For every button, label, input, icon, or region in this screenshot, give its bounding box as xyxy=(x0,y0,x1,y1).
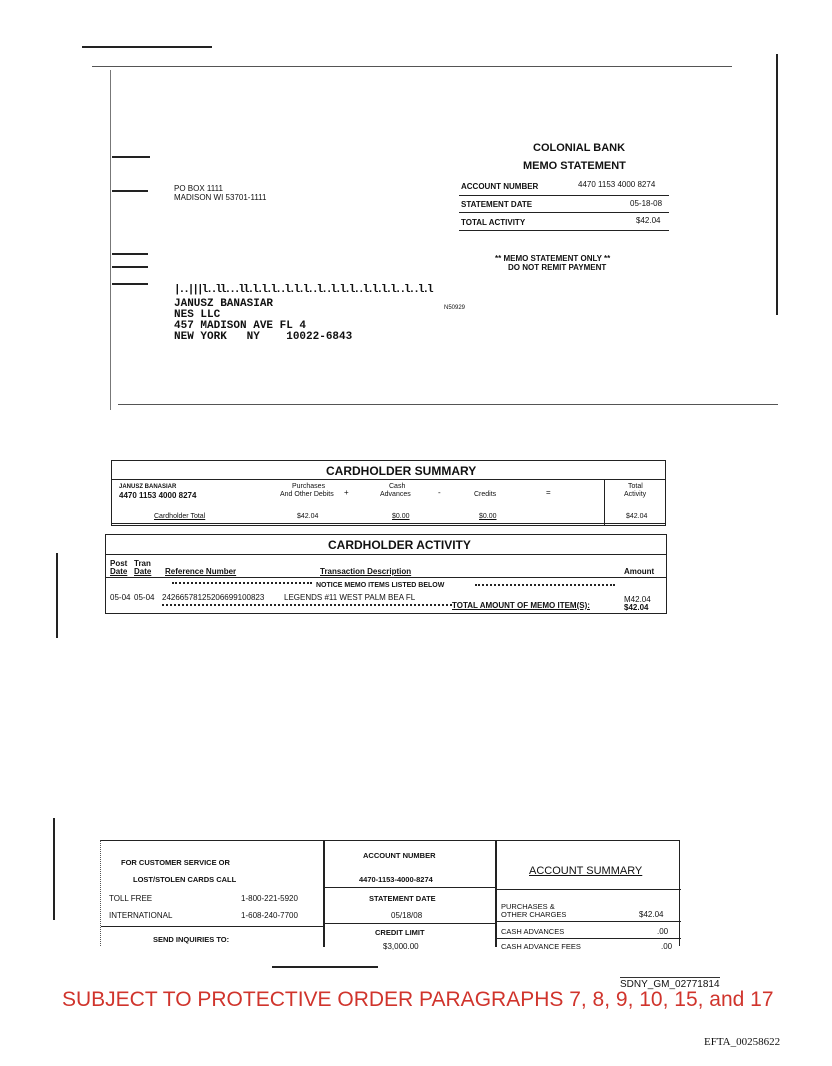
summary-title-rule xyxy=(111,479,666,480)
op-equals: = xyxy=(546,488,551,497)
header-post: Post xyxy=(110,559,128,568)
po-box: PO BOX 1111 xyxy=(174,184,223,193)
row-post-date: 05-04 xyxy=(110,593,131,602)
total-stars xyxy=(162,604,452,609)
summary-holder-account: 4470 1153 4000 8274 xyxy=(119,491,197,500)
header-rule-2 xyxy=(459,212,669,213)
efta-number: EFTA_00258622 xyxy=(704,1036,781,1048)
postal-barcode: |..|||l..ll...ll.l.l.l..l.l.l..l..l.l.l..l.l.l.l..l..l.l xyxy=(174,284,432,296)
stub-toll-free-number: 1-800-221-5920 xyxy=(241,894,298,903)
statement-date-label: STATEMENT DATE xyxy=(461,200,533,209)
statement-date-value: 05-18-08 xyxy=(630,199,663,208)
mail-code: N50929 xyxy=(444,305,466,311)
stub-right-rule-2 xyxy=(495,921,681,922)
op-minus: - xyxy=(438,488,441,497)
summary-purchases: $42.04 xyxy=(297,513,319,520)
left-scan-edge xyxy=(110,70,111,410)
statement-title: MEMO STATEMENT xyxy=(523,160,626,172)
summary-credits: $0.00 xyxy=(479,513,497,520)
stub-right-rule-3 xyxy=(495,938,681,939)
cardholder-total-label: Cardholder Total xyxy=(154,513,206,520)
stub-acct-label: ACCOUNT NUMBER xyxy=(363,851,436,860)
header-rule-3 xyxy=(459,230,669,231)
total-activity-value: $42.04 xyxy=(636,216,661,225)
left-margin-mark xyxy=(56,553,58,638)
activity-title: CARDHOLDER ACTIVITY xyxy=(328,538,471,552)
header-reference: Reference Number xyxy=(165,567,237,576)
notice-stars-left xyxy=(172,582,312,588)
col-credits: Credits xyxy=(474,491,497,498)
header-post-date: Date xyxy=(110,567,128,576)
header-amount: Amount xyxy=(624,567,655,576)
stub-send-inquiries: SEND INQUIRIES TO: xyxy=(153,935,230,944)
left-tick-2 xyxy=(112,190,148,192)
stub-bottom-rule xyxy=(272,966,378,968)
addressee-name: JANUSZ BANASIAR xyxy=(174,298,274,310)
left-tick-1 xyxy=(112,156,150,158)
notice-memo-items: NOTICE MEMO ITEMS LISTED BELOW xyxy=(316,582,445,589)
stub-purchases-label-2: OTHER CHARGES xyxy=(501,910,567,919)
col-total-1: Total xyxy=(628,483,643,490)
stub-cash-value: .00 xyxy=(657,927,669,936)
stub-left-rule xyxy=(101,926,323,927)
top-scan-edge xyxy=(92,66,732,67)
notice-stars-right xyxy=(475,584,615,590)
right-scan-edge-2 xyxy=(776,230,778,315)
stub-summary-title: ACCOUNT SUMMARY xyxy=(529,865,643,877)
stub-container xyxy=(100,840,680,951)
header-rule-1 xyxy=(459,195,669,196)
stub-mid-rule-2 xyxy=(323,923,495,924)
stub-date-label: STATEMENT DATE xyxy=(369,894,436,903)
stub-fees-label: CASH ADVANCE FEES xyxy=(501,942,581,951)
top-rule xyxy=(82,46,212,48)
activity-title-rule xyxy=(105,554,667,555)
perforation xyxy=(118,404,778,405)
col-cash-2: Advances xyxy=(380,491,411,498)
left-tick-5 xyxy=(112,283,148,285)
summary-divider xyxy=(604,479,605,526)
total-memo-label: TOTAL AMOUNT OF MEMO ITEM(S): xyxy=(452,601,590,610)
left-margin-mark-2 xyxy=(53,818,55,920)
stub-service-line2: LOST/STOLEN CARDS CALL xyxy=(133,875,237,884)
account-number-value: 4470 1153 4000 8274 xyxy=(578,180,656,189)
bates-number: SDNY_GM_02771814 xyxy=(620,979,720,990)
stub-toll-free-label: TOLL FREE xyxy=(109,894,153,903)
total-memo-value: $42.04 xyxy=(624,603,649,612)
col-total-2: Activity xyxy=(624,491,647,498)
stub-purchases-label-1: PURCHASES & xyxy=(501,902,555,911)
op-plus: + xyxy=(344,488,349,497)
bank-name: COLONIAL BANK xyxy=(533,142,626,154)
row-amount: M42.04 xyxy=(624,595,651,604)
stub-date-value: 05/18/08 xyxy=(391,911,423,920)
stub-fees-value: .00 xyxy=(661,942,673,951)
addressee-city: NEW YORK NY 10022-6843 xyxy=(174,331,353,343)
left-tick-4 xyxy=(112,266,148,268)
account-number-label: ACCOUNT NUMBER xyxy=(461,182,539,191)
memo-notice-2: DO NOT REMIT PAYMENT xyxy=(508,263,607,272)
summary-holder-name: JANUSZ BANASIAR xyxy=(119,484,177,490)
stub-right-rule-1 xyxy=(495,889,681,890)
row-reference: 24266578125206699100823 xyxy=(162,593,265,602)
header-description: Transaction Description xyxy=(320,567,412,576)
header-tran: Tran xyxy=(134,559,151,568)
addressee-street: 457 MADISON AVE FL 4 xyxy=(174,320,307,332)
header-tran-date: Date xyxy=(134,567,152,576)
row-description: LEGENDS #11 WEST PALM BEA FL xyxy=(284,593,416,602)
stub-col-divider-2 xyxy=(495,841,497,947)
stub-intl-label: INTERNATIONAL xyxy=(109,911,173,920)
stub-purchases-value: $42.04 xyxy=(639,910,664,919)
stub-col-divider-1 xyxy=(323,841,325,947)
stub-limit-value: $3,000.00 xyxy=(383,942,419,951)
stub-mid-rule-1 xyxy=(323,887,495,888)
summary-cash: $0.00 xyxy=(392,513,410,520)
addressee-company: NES LLC xyxy=(174,309,221,321)
col-purchases-2: And Other Debits xyxy=(280,491,334,498)
stub-intl-number: 1-608-240-7700 xyxy=(241,911,298,920)
left-tick-3 xyxy=(112,253,148,255)
summary-total: $42.04 xyxy=(626,513,648,520)
memo-notice-1: ** MEMO STATEMENT ONLY ** xyxy=(495,254,611,263)
col-purchases-1: Purchases xyxy=(292,483,326,490)
row-tran-date: 05-04 xyxy=(134,593,155,602)
stub-cash-label: CASH ADVANCES xyxy=(501,927,565,936)
summary-title: CARDHOLDER SUMMARY xyxy=(326,464,477,478)
po-city: MADISON WI 53701-1111 xyxy=(174,193,267,202)
summary-bottom-rule xyxy=(111,523,666,524)
stub-acct-value: 4470-1153-4000-8274 xyxy=(359,875,433,884)
stub-service-line1: FOR CUSTOMER SERVICE OR xyxy=(121,858,230,867)
protective-order-notice: SUBJECT TO PROTECTIVE ORDER PARAGRAPHS 7, 8, 9, 10, 15, and 17 xyxy=(62,988,774,1011)
col-cash-1: Cash xyxy=(389,483,406,490)
total-activity-label: TOTAL ACTIVITY xyxy=(461,218,526,227)
stub-limit-label: CREDIT LIMIT xyxy=(375,928,425,937)
activity-header-rule xyxy=(105,577,667,578)
